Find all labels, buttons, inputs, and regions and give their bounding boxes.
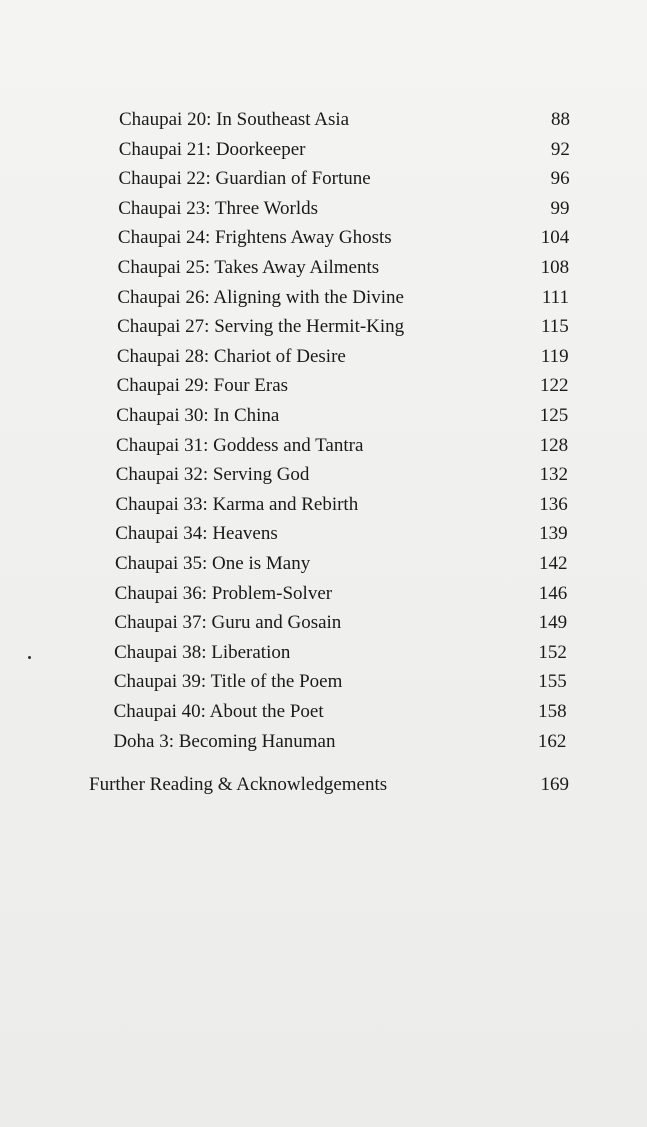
toc-entry-title: Chaupai 31: Goddess and Tantra: [116, 434, 364, 456]
toc-entry-page: 111: [541, 286, 569, 308]
toc-entry: [114, 640, 567, 666]
toc-entry-title: Chaupai 21: Doorkeeper: [118, 138, 306, 160]
toc-entry-page: 155: [538, 671, 567, 693]
toc-entry-title: Chaupai 35: One is Many: [114, 553, 311, 574]
toc-entry: [118, 225, 569, 251]
toc-entry: [115, 581, 568, 607]
toc-entry-title: Chaupai 26: Aligning with the Divine: [117, 286, 404, 308]
toc-entry: [114, 610, 567, 636]
toc-entry: [115, 492, 567, 518]
toc-entry-page: 152: [538, 641, 567, 663]
toc-entry-title: Chaupai 39: Title of the Poem: [113, 671, 343, 693]
toc-entry: [118, 196, 569, 222]
toc-entry-page: 146: [538, 582, 568, 604]
toc-entry-page: 115: [541, 316, 569, 338]
toc-entry-title: Chaupai 40: About the Poet: [113, 701, 324, 722]
toc-entry-page: 132: [539, 464, 568, 486]
toc-entry-title: Chaupai 30: In China: [116, 405, 280, 426]
toc-entry-title: Chaupai 37: Guru and Gosain: [114, 612, 342, 634]
toc-entry: [117, 285, 569, 311]
toc-entry: [115, 551, 568, 577]
toc-entry-title: Chaupai 24: Frightens Away Ghosts: [117, 227, 392, 249]
toc-entry-title: Further Reading & Acknowledgements: [89, 774, 388, 795]
toc-entry: [114, 699, 567, 725]
toc-entry-page: 122: [539, 375, 569, 397]
toc-entry-page: 158: [538, 701, 567, 722]
toc-entry-page: 162: [537, 730, 567, 752]
toc-entry-title: Chaupai 25: Takes Away Ailments: [117, 257, 380, 278]
toc-entry-page: 142: [538, 553, 568, 574]
toc-entry-page: 136: [539, 493, 568, 515]
toc-entry-title: Chaupai 23: Three Worlds: [118, 197, 319, 219]
toc-entry-title: Chaupai 28: Chariot of Desire: [116, 345, 346, 367]
toc-entry-page: 128: [539, 434, 569, 456]
toc-entry-back-matter: [89, 772, 569, 798]
toc-entry-page: 96: [550, 168, 570, 190]
toc-entry: [118, 255, 570, 281]
toc-entry-page: 125: [539, 405, 569, 426]
toc-entry: [115, 521, 567, 547]
toc-entry-title: Chaupai 29: Four Eras: [116, 375, 289, 397]
toc-entry: [117, 344, 569, 370]
toc-entry: [113, 729, 566, 755]
toc-entry-page: 99: [550, 197, 570, 219]
toc-entry-title: Chaupai 20: In Southeast Asia: [119, 109, 350, 130]
toc-entry-title: Chaupai 34: Heavens: [115, 523, 278, 545]
toc-entry: [114, 669, 567, 695]
toc-entry-page: 108: [540, 257, 570, 278]
toc-entry: [119, 107, 570, 133]
toc-entry-title: Doha 3: Becoming Hanuman: [113, 730, 336, 752]
toc-entry: [116, 462, 568, 488]
ink-speck: [28, 656, 31, 659]
toc-entry: [117, 373, 569, 399]
toc-entry-title: Chaupai 38: Liberation: [114, 641, 291, 663]
toc-entry: [118, 166, 569, 192]
toc-entry-page: 88: [551, 109, 570, 130]
toc-entry-title: Chaupai 22: Guardian of Fortune: [118, 168, 371, 190]
toc-entry-title: Chaupai 27: Serving the Hermit-King: [117, 316, 405, 338]
toc-entry-title: Chaupai 32: Serving God: [115, 464, 310, 486]
toc-entry-page: 119: [540, 345, 569, 367]
toc-entry-title: Chaupai 36: Problem-Solver: [114, 582, 333, 604]
toc-entry: [116, 433, 568, 459]
toc-entry: [117, 314, 569, 340]
toc-entry-page: 92: [550, 138, 570, 160]
toc-entry-page: 149: [538, 612, 568, 634]
toc-entry-page: 139: [539, 523, 568, 545]
toc-entry-page: 169: [540, 774, 569, 795]
toc-entry: [119, 137, 570, 163]
toc-entry-title: Chaupai 33: Karma and Rebirth: [115, 493, 359, 515]
toc-entry-page: 104: [540, 227, 570, 249]
toc-entry: [116, 403, 568, 429]
